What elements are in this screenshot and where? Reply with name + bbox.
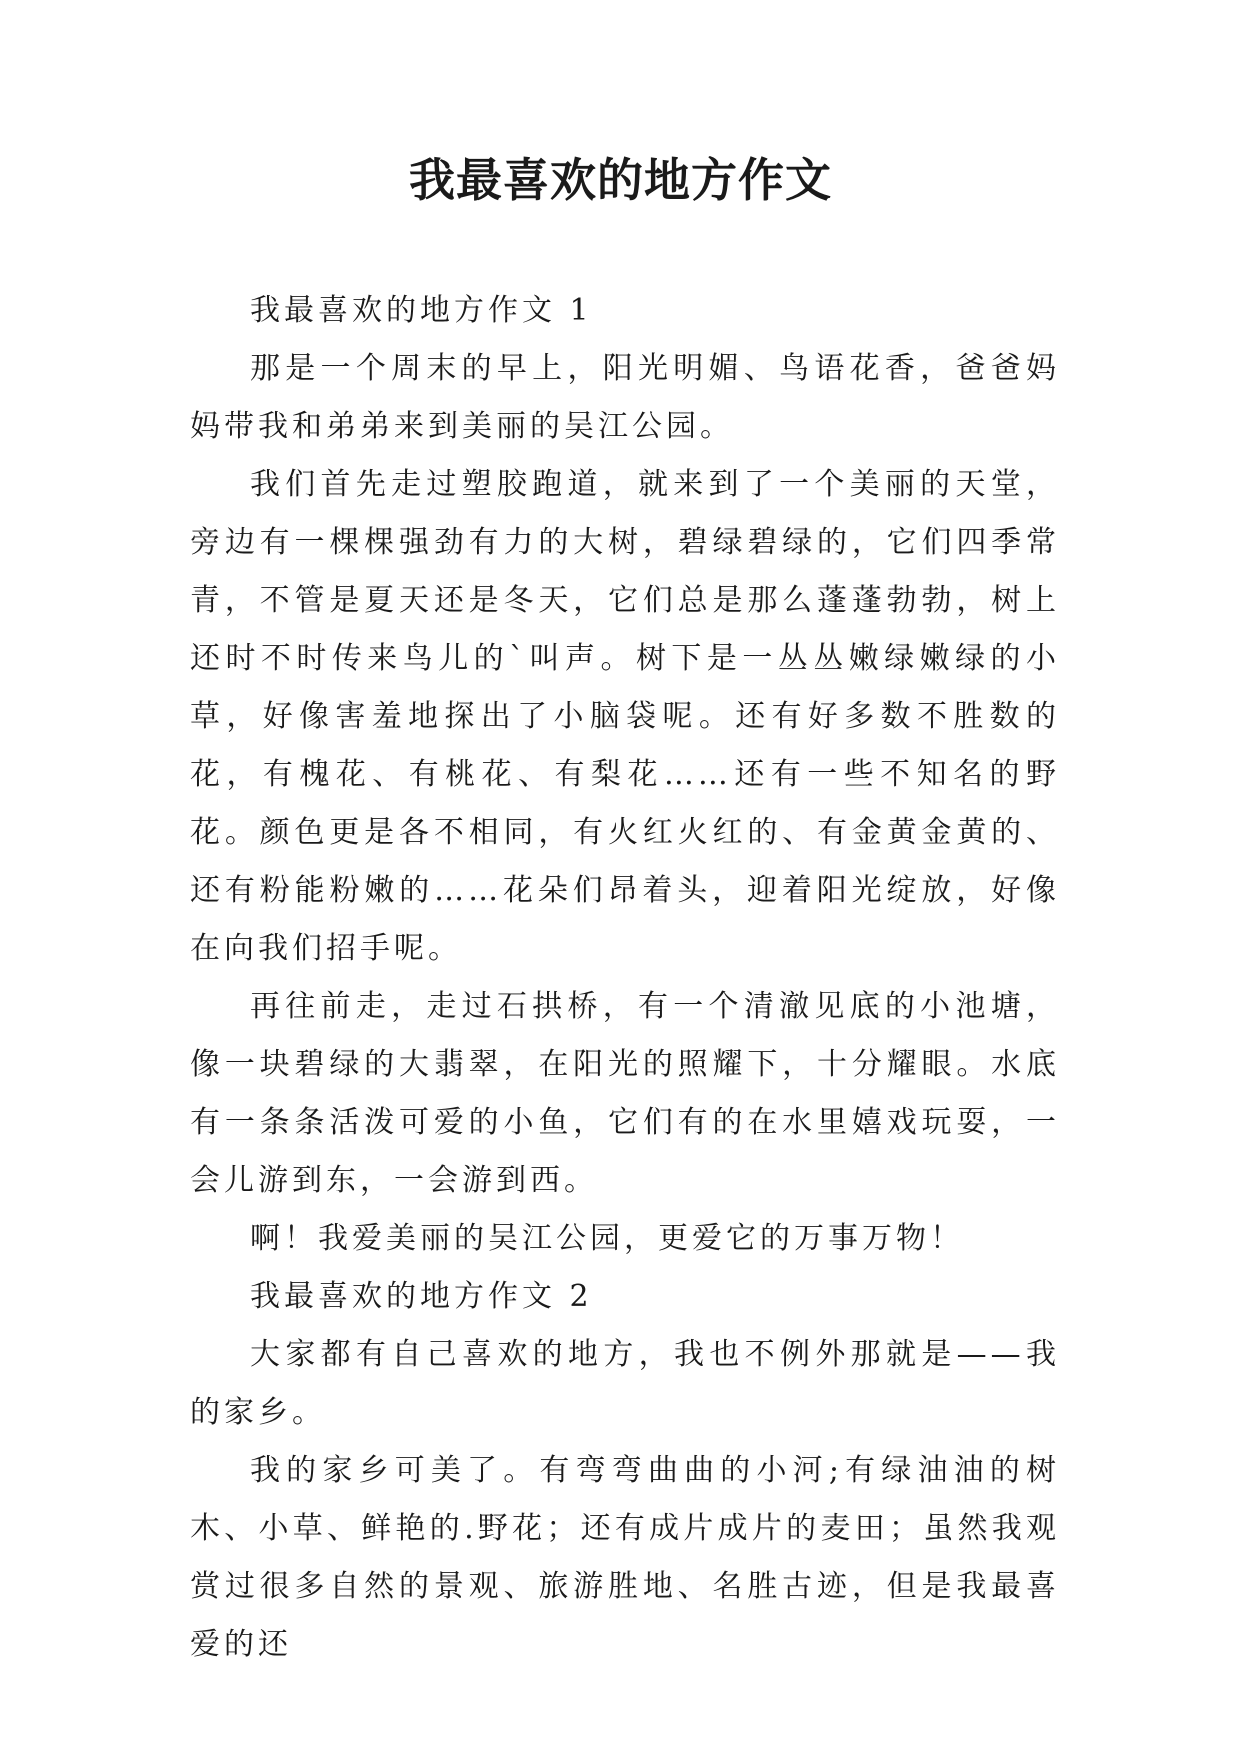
essay-1-heading: 我最喜欢的地方作文 1 [250, 293, 593, 328]
paragraph: 再往前走，走过石拱桥，有一个清澈见底的小池塘，像一块碧绿的大翡翠，在阳光的照耀下，十分耀眼。水底有一条条活泼可爱的小鱼，它们有的在水里嬉戏玩耍，一会儿游到东，一会游到西。 [190, 989, 1060, 1198]
paragraph: 啊！我爱美丽的吴江公园，更爱它的万事万物！ [250, 1221, 964, 1256]
paragraph: 我们首先走过塑胶跑道，就来到了一个美丽的天堂，旁边有一棵棵强劲有力的大树，碧绿碧绿的，它们四季常青，不管是夏天还是冬天，它们总是那么蓬蓬勃勃，树上还时不时传来鸟儿的`叫声。树下是一丛丛嫩绿嫩绿的小草，好像害羞地探出了小脑袋呢。还有好多数不胜数的花，有槐花、有桃花、有梨花……还有一些不知名的野花。颜色更是各不相同，有火红火红的、有金黄金黄的、还有粉能粉嫩的……花朵们昂着头，迎着阳光绽放，好像在向我们招手呢。 [190, 467, 1060, 966]
essay-2-heading: 我最喜欢的地方作文 2 [250, 1279, 593, 1314]
paragraph: 大家都有自己喜欢的地方，我也不例外那就是——我的家乡。 [190, 1337, 1060, 1430]
paragraph: 那是一个周末的早上，阳光明媚、鸟语花香，爸爸妈妈带我和弟弟来到美丽的吴江公园。 [190, 351, 1060, 444]
paragraph: 我的家乡可美了。有弯弯曲曲的小河;有绿油油的树木、小草、鲜艳的.野花；还有成片成片的麦田；虽然我观赏过很多自然的景观、旅游胜地、名胜古迹，但是我最喜爱的还 [190, 1453, 1060, 1662]
document-title: 我最喜欢的地方作文 [409, 153, 832, 207]
document-body [190, 282, 1060, 1674]
